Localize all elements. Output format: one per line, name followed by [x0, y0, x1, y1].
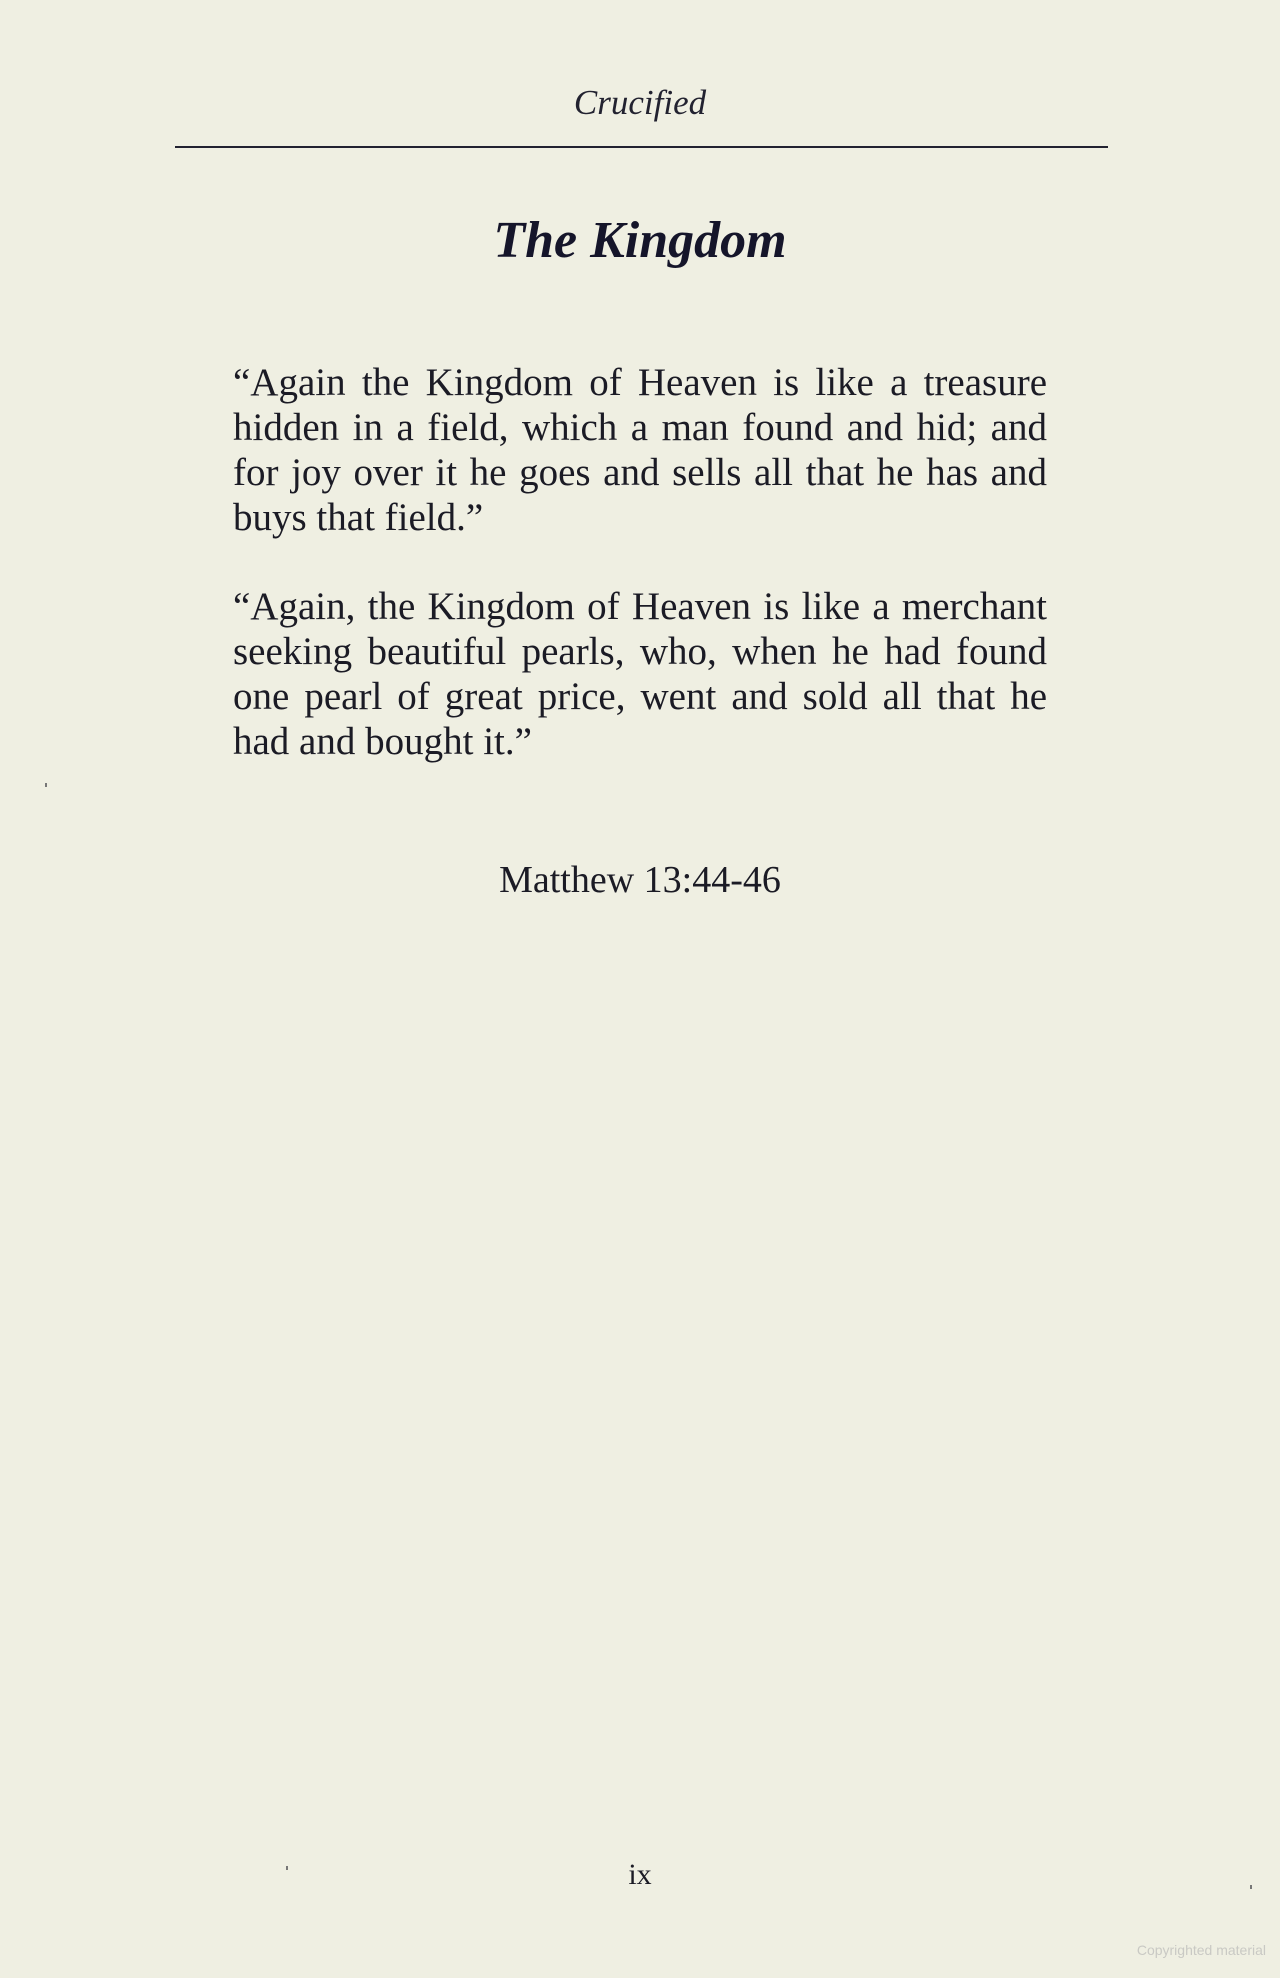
scan-speck [1250, 1885, 1252, 1889]
verse-block [233, 360, 1047, 808]
scan-speck [45, 783, 47, 787]
chapter-title: The Kingdom [493, 212, 787, 269]
verse-paragraph-1: “Again the Kingdom of Heaven is like a treasure hidden in a field, which a man found and hid; and for joy over it he goes and sells all that he has and buys that field.” [233, 361, 1047, 539]
page-number: ix [628, 1858, 652, 1891]
scan-speck [286, 1866, 288, 1870]
header-rule [175, 146, 1108, 148]
scripture-citation: Matthew 13:44-46 [499, 859, 781, 901]
copyright-watermark: Copyrighted material [1136, 1942, 1266, 1958]
verse-paragraph-2: “Again, the Kingdom of Heaven is like a merchant seeking beautiful pearls, who, when he had found one pearl of great price, went and sold all that he had and bought it.” [233, 585, 1047, 763]
running-head: Crucified [573, 83, 707, 122]
